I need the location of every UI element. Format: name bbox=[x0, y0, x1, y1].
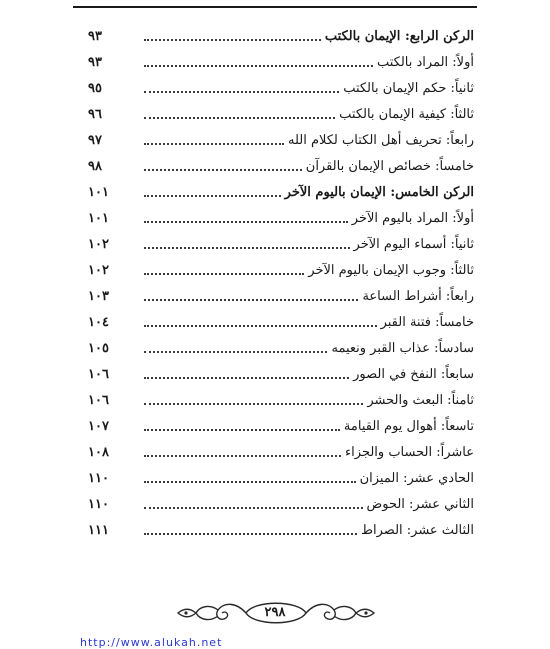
toc-entry-title: سابعاً: النفخ في الصور bbox=[353, 367, 474, 382]
toc-entry-title: ثالثاً: كيفية الإيمان بالكتب bbox=[339, 107, 474, 122]
toc-page-number: ٩٣ bbox=[88, 55, 102, 70]
dot-leader bbox=[144, 377, 349, 379]
toc-page-number: ٩٨ bbox=[88, 159, 102, 174]
dot-leader bbox=[144, 91, 339, 93]
dot-leader bbox=[144, 507, 363, 509]
table-of-contents bbox=[88, 20, 474, 540]
toc-page-number: ١٠١ bbox=[88, 211, 109, 226]
toc-entry[interactable] bbox=[88, 228, 474, 254]
toc-page-number: ١٠٥ bbox=[88, 341, 109, 356]
toc-entry-title: رابعاً: تحريف أهل الكتاب لكلام الله bbox=[287, 133, 474, 148]
toc-entry[interactable] bbox=[88, 72, 474, 98]
dot-leader bbox=[144, 65, 373, 67]
dot-leader bbox=[144, 169, 302, 171]
toc-entry[interactable] bbox=[88, 150, 474, 176]
toc-page-number: ٩٥ bbox=[88, 81, 102, 96]
toc-entry-title: خامساً: فتنة القبر bbox=[380, 315, 474, 330]
toc-page-number: ١٠١ bbox=[88, 185, 109, 200]
dot-leader bbox=[144, 221, 348, 223]
toc-page-number: ١٠٦ bbox=[88, 367, 109, 382]
toc-entry-title: تاسعاً: أهوال يوم القيامة bbox=[343, 419, 474, 434]
toc-page-number: ١١١ bbox=[88, 523, 109, 538]
dot-leader bbox=[144, 299, 358, 301]
dot-leader bbox=[144, 195, 281, 197]
dot-leader bbox=[144, 325, 377, 327]
dot-leader bbox=[144, 273, 304, 275]
dot-leader bbox=[144, 533, 357, 535]
toc-entry-title: ثانياً: أسماء اليوم الآخر bbox=[353, 237, 474, 252]
toc-entry[interactable] bbox=[88, 98, 474, 124]
source-url[interactable]: http://www.alukah.net bbox=[80, 636, 223, 649]
top-rule bbox=[73, 6, 477, 8]
dot-leader bbox=[144, 117, 335, 119]
toc-entry-title: أولاً: المراد باليوم الآخر bbox=[351, 211, 474, 226]
toc-entry[interactable] bbox=[88, 514, 474, 540]
toc-entry[interactable] bbox=[88, 462, 474, 488]
toc-entry[interactable] bbox=[88, 358, 474, 384]
toc-page-number: ١٠٨ bbox=[88, 445, 109, 460]
toc-entry[interactable] bbox=[88, 176, 474, 202]
toc-entry-title: الحادي عشر: الميزان bbox=[359, 471, 474, 486]
toc-page-number: ١١٠ bbox=[88, 471, 109, 486]
toc-entry[interactable] bbox=[88, 306, 474, 332]
toc-page-number: ٩٧ bbox=[88, 133, 102, 148]
dot-leader bbox=[144, 143, 284, 145]
toc-section-title: الركن الخامس: الإيمان باليوم الآخر bbox=[284, 185, 474, 200]
toc-page-number: ١٠٢ bbox=[88, 237, 109, 252]
dot-leader bbox=[144, 351, 327, 353]
toc-entry[interactable] bbox=[88, 124, 474, 150]
toc-page-number: ١٠٧ bbox=[88, 419, 109, 434]
toc-page-number: ١٠٦ bbox=[88, 393, 109, 408]
toc-entry-title: ثامناً: البعث والحشر bbox=[367, 393, 474, 408]
dot-leader bbox=[144, 429, 340, 431]
toc-entry[interactable] bbox=[88, 202, 474, 228]
toc-entry-title: الثالث عشر: الصراط bbox=[360, 523, 474, 538]
dot-leader bbox=[144, 481, 356, 483]
toc-page-number: ١٠٤ bbox=[88, 315, 109, 330]
toc-entry[interactable] bbox=[88, 384, 474, 410]
toc-entry-title: أولاً: المراد بالكتب bbox=[376, 55, 474, 70]
toc-page-number: ١٠٢ bbox=[88, 263, 109, 278]
toc-entry[interactable] bbox=[88, 332, 474, 358]
toc-entry[interactable] bbox=[88, 436, 474, 462]
dot-leader bbox=[144, 403, 363, 405]
toc-entry[interactable] bbox=[88, 254, 474, 280]
toc-entry[interactable] bbox=[88, 410, 474, 436]
toc-entry[interactable] bbox=[88, 280, 474, 306]
toc-page-number: ١٠٣ bbox=[88, 289, 109, 304]
toc-section-title: الركن الرابع: الإيمان بالكتب bbox=[324, 29, 474, 44]
page-number: ٢٩٨ bbox=[264, 605, 286, 620]
toc-entry-title: عاشراً: الحساب والجزاء bbox=[345, 445, 474, 460]
toc-entry[interactable] bbox=[88, 20, 474, 46]
toc-page-number: ٩٦ bbox=[88, 107, 102, 122]
toc-entry-title: ثانياً: حكم الإيمان بالكتب bbox=[343, 81, 474, 96]
toc-entry-title: سادساً: عذاب القبر ونعيمه bbox=[331, 341, 474, 356]
toc-entry-title: خامساً: خصائص الإيمان بالقرآن bbox=[305, 159, 474, 174]
dot-leader bbox=[144, 247, 350, 249]
toc-page-number: ٩٣ bbox=[88, 29, 102, 44]
toc-entry[interactable] bbox=[88, 46, 474, 72]
toc-entry-title: رابعاً: أشراط الساعة bbox=[362, 289, 474, 304]
toc-entry[interactable] bbox=[88, 488, 474, 514]
dot-leader bbox=[144, 455, 341, 457]
dot-leader bbox=[144, 39, 321, 41]
toc-entry-title: الثاني عشر: الحوض bbox=[366, 497, 474, 512]
toc-entry-title: ثالثاً: وجوب الإيمان باليوم الآخر bbox=[308, 263, 474, 278]
toc-page-number: ١١٠ bbox=[88, 497, 109, 512]
